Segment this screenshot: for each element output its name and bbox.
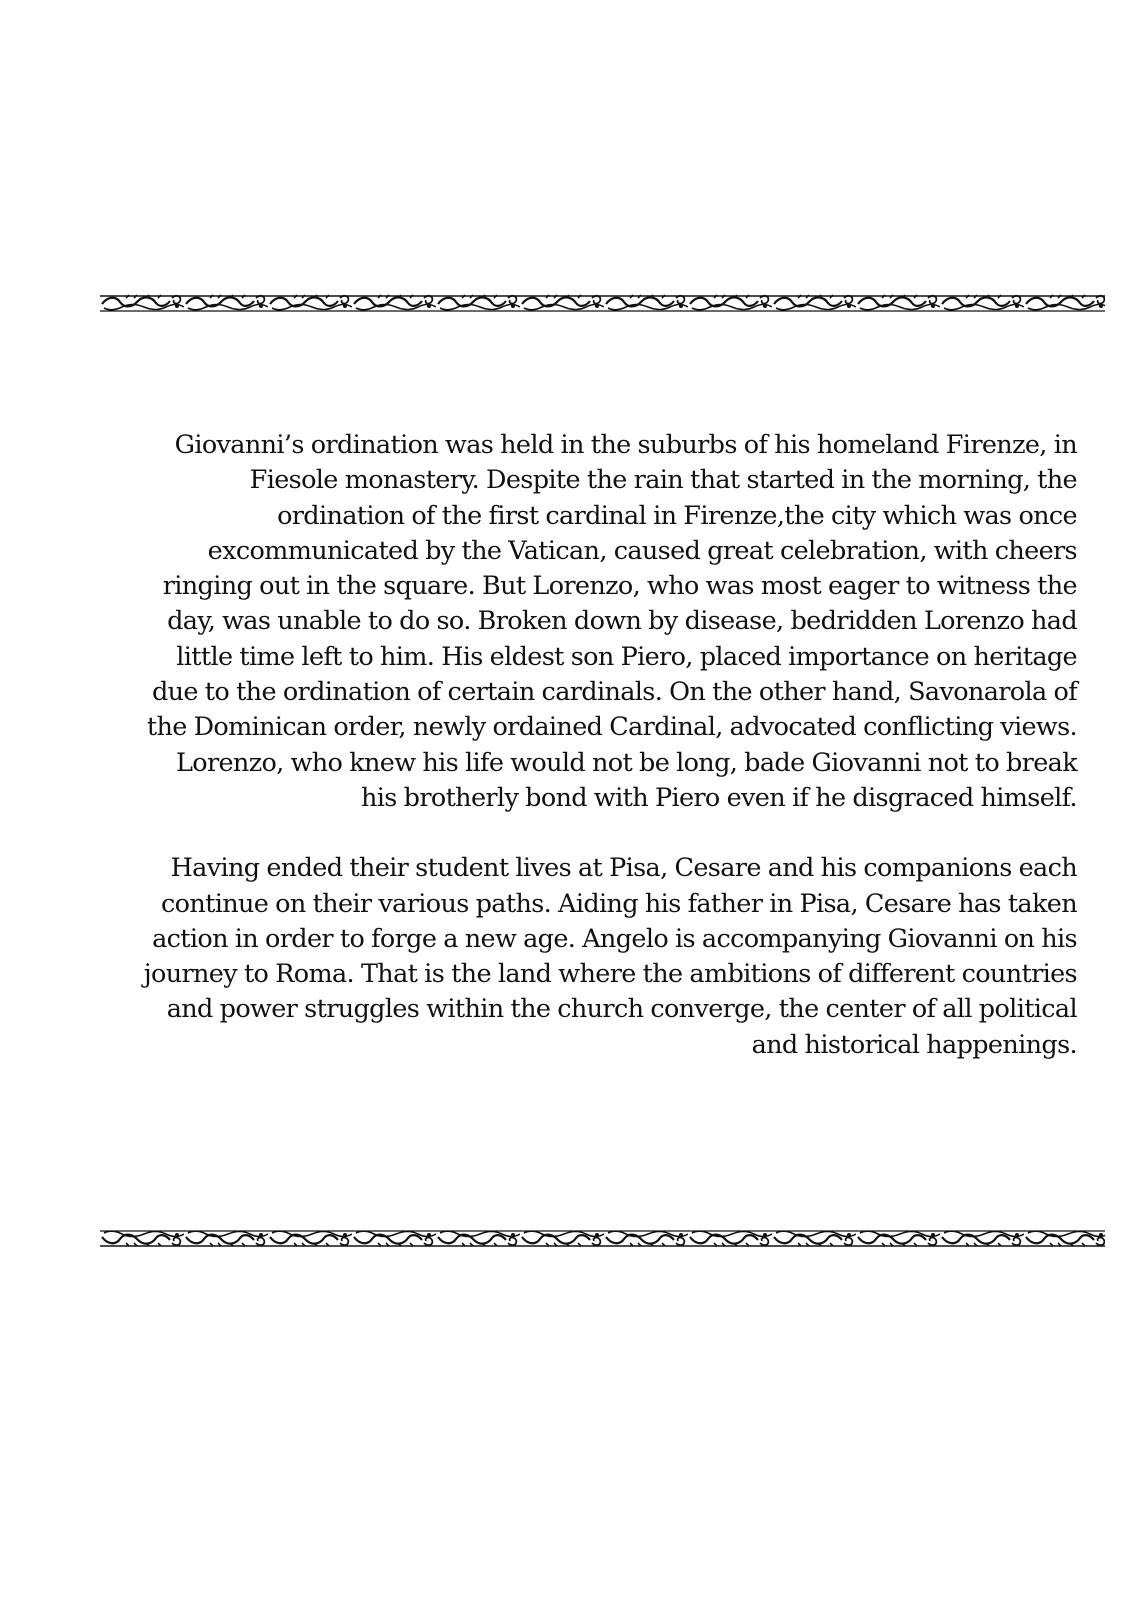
paragraph-spacer (80, 816, 1077, 851)
text-line: action in order to forge a new age. Angelo is accompanying Giovanni on his (152, 923, 1077, 954)
text-line: his brotherly bond with Piero even if he disgraced himself. (361, 782, 1077, 813)
ornament-vine-icon (100, 292, 1105, 314)
text-line: day, was unable to do so. Broken down by disease, bedridden Lorenzo had (167, 606, 1077, 637)
text-line: little time left to him. His eldest son Piero, placed importance on heritage (176, 641, 1077, 672)
text-line: ringing out in the square. But Lorenzo, who was most eager to witness the (162, 571, 1077, 602)
text-line: journey to Roma. That is the land where the ambitions of different countries (143, 959, 1077, 990)
text-line: and power struggles within the church converge, the center of all political (166, 994, 1077, 1025)
text-line: excommunicated by the Vatican, caused great celebration, with cheers (207, 535, 1077, 566)
ornamental-border-top (100, 292, 1105, 314)
text-line: continue on their various paths. Aiding his father in Pisa, Cesare has taken (161, 888, 1077, 919)
text-line: due to the ordination of certain cardinals. On the other hand, Savonarola of (151, 677, 1077, 708)
paragraph-2 (80, 851, 1077, 1063)
text-line: the Dominican order, newly ordained Cardinal, advocated conflicting views. (146, 712, 1077, 743)
text-line: Giovanni’s ordination was held in the suburbs of his homeland Firenze, in (174, 430, 1077, 460)
ornamental-border-bottom (100, 1227, 1105, 1249)
text-line: Fiesole monastery. Despite the rain that started in the morning, the (249, 465, 1077, 496)
text-line: and historical happenings. (751, 1029, 1077, 1060)
paragraph-1 (80, 428, 1077, 816)
text-line: ordination of the first cardinal in Firenze,the city which was once (277, 500, 1077, 531)
narrative-text (80, 428, 1077, 1063)
text-line: Having ended their student lives at Pisa, Cesare and his companions each (170, 853, 1077, 884)
ornament-vine-icon (100, 1227, 1105, 1249)
text-line: Lorenzo, who knew his life would not be long, bade Giovanni not to break (175, 747, 1077, 778)
